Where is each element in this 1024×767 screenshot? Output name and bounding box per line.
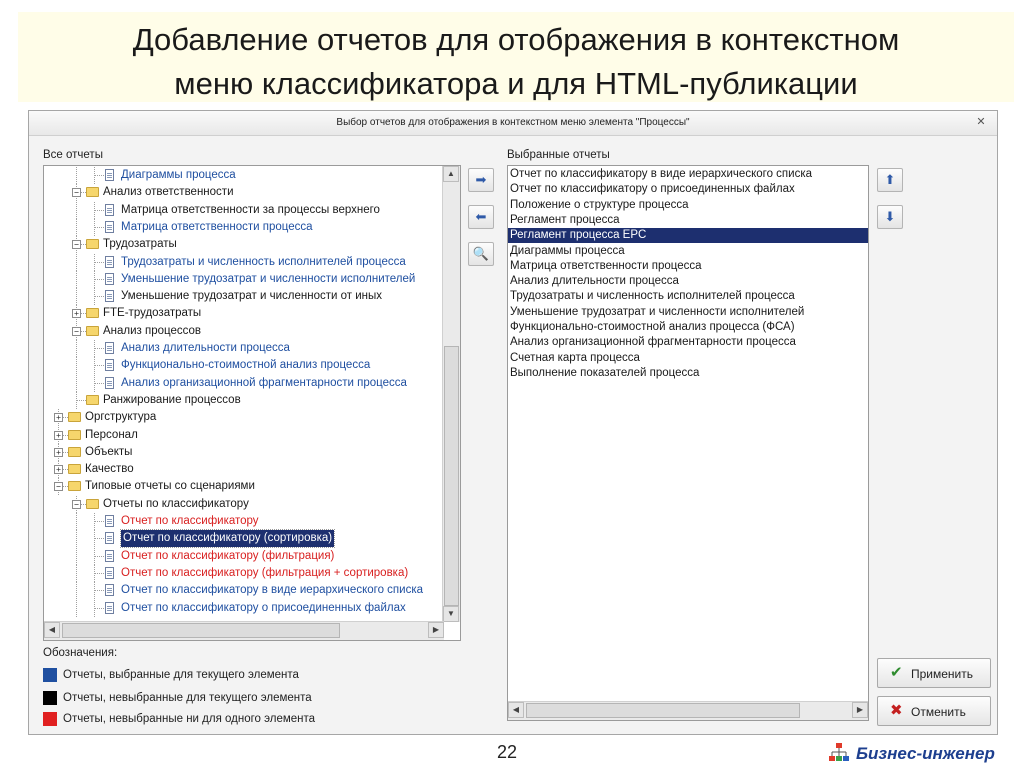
preview-report-button[interactable] (468, 242, 494, 266)
tree-connector (94, 279, 104, 280)
remove-report-button[interactable] (468, 205, 494, 229)
tree-hscroll-thumb[interactable] (62, 623, 340, 638)
tree-scroll-thumb[interactable] (444, 346, 459, 606)
brand-name: Бизнес-инженер (856, 744, 995, 763)
tree-vertical-scrollbar[interactable] (442, 166, 460, 622)
close-icon[interactable]: ✕ (976, 116, 986, 128)
report-icon (105, 290, 114, 302)
report-icon (105, 567, 114, 579)
tree-connector (76, 548, 77, 565)
tree-folder-node[interactable] (44, 236, 460, 253)
tree-folder-node[interactable] (44, 184, 460, 201)
tree-node-label: Отчет по классификатору (сортировка) (121, 530, 334, 547)
slide-title (18, 18, 1014, 106)
tree-connector (94, 608, 104, 609)
selected-report-item[interactable]: Положение о структуре процесса (510, 198, 689, 211)
tree-report-node[interactable] (44, 548, 460, 565)
tree-report-node[interactable] (44, 513, 460, 530)
scroll-right-icon[interactable]: ▶ (428, 622, 444, 638)
tree-connector (94, 538, 104, 539)
legend-label: Обозначения: (43, 647, 118, 659)
tree-node-label: Качество (85, 463, 134, 476)
add-report-button[interactable] (468, 168, 494, 192)
legend-swatch-unselected-current (43, 691, 57, 705)
tree-folder-node[interactable] (44, 323, 460, 340)
tree-folder-node[interactable] (44, 444, 460, 461)
report-icon (105, 256, 114, 268)
tree-connector (94, 573, 104, 574)
report-icon (105, 221, 114, 233)
report-icon (105, 273, 114, 285)
tree-node-label: Анализ ответственности (103, 186, 234, 199)
folder-icon (86, 326, 99, 336)
folder-icon (86, 395, 99, 405)
scroll-up-icon[interactable]: ▲ (443, 166, 459, 182)
tree-connector (76, 392, 77, 409)
tree-node-label: Отчет по классификатору в виде иерархического списка (121, 584, 423, 597)
tree-connector (76, 167, 77, 184)
tree-connector (94, 548, 95, 565)
scroll-left-icon[interactable]: ◀ (44, 622, 60, 638)
tree-node-label: Матрица ответственности процесса (121, 220, 313, 233)
apply-button-label: Применить (911, 667, 974, 681)
tree-report-node[interactable] (44, 219, 460, 236)
tree-node-label: Оргструктура (85, 411, 157, 424)
report-icon (105, 342, 114, 354)
tree-connector (76, 219, 77, 236)
selected-report-item[interactable]: Уменьшение трудозатрат и численности исполнителей (510, 305, 805, 318)
tree-connector (76, 582, 77, 599)
tree-node-label: Ранжирование процессов (103, 393, 241, 406)
tree-node-label: Отчет по классификатору (121, 515, 259, 527)
tree-connector (94, 513, 95, 530)
tree-node-label: Анализ процессов (103, 324, 202, 337)
tree-connector (94, 340, 95, 357)
cross-icon: ✖ (890, 702, 903, 719)
selected-report-item[interactable]: Выполнение показателей процесса (510, 366, 700, 379)
report-icon (105, 377, 114, 389)
tree-folder-node[interactable] (44, 478, 460, 495)
collapse-icon[interactable]: − (72, 188, 81, 197)
tree-connector (76, 513, 77, 530)
tree-connector (94, 590, 104, 591)
selected-reports-label: Выбранные отчеты (507, 149, 610, 161)
tree-connector (94, 175, 104, 176)
legend-text-selected: Отчеты, выбранные для текущего элемента (63, 669, 299, 681)
scroll-right-icon[interactable]: ▶ (852, 702, 868, 718)
tree-connector (76, 271, 77, 288)
expand-icon[interactable]: + (54, 413, 63, 422)
legend-swatch-selected (43, 668, 57, 682)
tree-connector (94, 565, 95, 582)
all-reports-tree[interactable] (43, 165, 461, 641)
tree-connector (76, 375, 77, 392)
move-up-button[interactable] (877, 168, 903, 192)
report-icon (105, 515, 114, 527)
tree-node-label: Отчет по классификатору (фильтрация) (121, 549, 335, 562)
dialog-titlebar (29, 111, 997, 136)
legend-text-unselected-any: Отчеты, невыбранные ни для одного элемента (63, 713, 316, 725)
scroll-left-icon[interactable]: ◀ (508, 702, 524, 718)
tree-report-node[interactable] (44, 167, 460, 184)
brand-logo-icon (828, 742, 850, 764)
legend-swatch-unselected-any (43, 712, 57, 726)
report-icon (105, 532, 114, 544)
tree-connector (94, 296, 104, 297)
tree-connector (94, 582, 95, 599)
arrow-right-icon: ➡ (475, 172, 487, 187)
tree-connector (94, 375, 95, 392)
apply-button[interactable] (877, 658, 991, 688)
tree-node-label: Функционально-стоимостной анализ процесса (121, 359, 371, 372)
tree-folder-node[interactable] (44, 409, 460, 426)
tree-connector (76, 340, 77, 357)
tree-connector (94, 167, 95, 184)
tree-report-node[interactable] (44, 582, 460, 599)
report-icon (105, 584, 114, 596)
tree-connector (94, 556, 104, 557)
tree-connector (76, 202, 77, 219)
folder-icon (86, 308, 99, 318)
slide-title-line-1: Добавление отчетов для отображения в контекстном (132, 22, 900, 57)
collapse-icon[interactable]: − (72, 327, 81, 336)
tree-report-node[interactable] (44, 340, 460, 357)
tree-connector (94, 348, 104, 349)
tree-connector (94, 210, 104, 211)
legend-text-unselected-current: Отчеты, невыбранные для текущего элемента (63, 692, 312, 704)
tree-connector (76, 600, 77, 617)
tree-node-label: Уменьшение трудозатрат и численности исполнителей (121, 272, 416, 285)
selected-report-item[interactable]: Трудозатраты и численность исполнителей процесса (510, 290, 795, 303)
tree-node-label: Объекты (85, 445, 133, 458)
tree-node-label: Анализ организационной фрагментарности процесса (121, 376, 407, 389)
expand-icon[interactable]: + (54, 431, 63, 440)
tree-connector (76, 357, 77, 374)
tree-report-node[interactable] (44, 288, 460, 305)
tree-connector (76, 565, 77, 582)
tree-node-label: Типовые отчеты со сценариями (85, 480, 255, 493)
tree-connector (94, 357, 95, 374)
report-icon (105, 204, 114, 216)
tree-node-label: Матрица ответственности за процессы верхнего (121, 203, 380, 216)
folder-icon (68, 481, 81, 491)
tree-report-node[interactable] (44, 202, 460, 219)
tree-report-node[interactable] (44, 530, 460, 547)
tree-connector (94, 530, 95, 547)
expand-icon[interactable]: + (54, 465, 63, 474)
tree-connector (94, 271, 95, 288)
report-icon (105, 602, 114, 614)
report-icon (105, 550, 114, 562)
selected-report-item[interactable]: Регламент процесса EPC (508, 228, 868, 243)
tree-node-label: Диаграммы процесса (121, 169, 236, 181)
list-hscroll-thumb[interactable] (526, 703, 800, 718)
all-reports-label: Все отчеты (43, 149, 103, 161)
preview-icon: 🔍 (472, 246, 490, 261)
tree-folder-node[interactable] (44, 427, 460, 444)
checkmark-icon: ✔ (890, 664, 903, 681)
tree-node-label: Трудозатраты и численность исполнителей процесса (121, 255, 406, 268)
tree-connector (94, 254, 95, 271)
tree-connector (94, 227, 104, 228)
report-icon (105, 169, 114, 181)
tree-connector (76, 400, 86, 401)
selected-report-item[interactable]: Счетная карта процесса (510, 351, 640, 364)
tree-report-node[interactable] (44, 357, 460, 374)
tree-node-label: Анализ длительности процесса (121, 342, 290, 354)
tree-connector (94, 600, 95, 617)
list-horizontal-scrollbar[interactable] (508, 701, 868, 720)
arrow-up-icon: ⬆ (884, 172, 896, 187)
tree-connector (76, 288, 77, 305)
expand-icon[interactable]: + (54, 448, 63, 457)
tree-connector (94, 262, 104, 263)
tree-connector (94, 521, 104, 522)
tree-connector (94, 219, 95, 236)
report-selection-dialog (28, 110, 998, 735)
folder-icon (68, 412, 81, 422)
dialog-title: Выбор отчетов для отображения в контекстном меню элемента "Процессы" (336, 117, 690, 128)
report-icon (105, 359, 114, 371)
tree-node-label: Отчет по классификатору о присоединенных файлах (121, 601, 406, 614)
arrow-down-icon: ⬇ (884, 209, 896, 224)
selected-report-item[interactable]: Регламент процесса (510, 213, 620, 226)
tree-node-label: Отчет по классификатору (фильтрация + сортировка) (121, 566, 409, 579)
tree-report-node[interactable] (44, 565, 460, 582)
collapse-icon[interactable]: − (54, 482, 63, 491)
selected-report-item[interactable]: Отчет по классификатору о присоединенных файлах (510, 183, 795, 196)
tree-report-node[interactable] (44, 254, 460, 271)
selected-report-item[interactable]: Отчет по классификатору в виде иерархического списка (510, 168, 812, 180)
selected-report-item[interactable]: Анализ длительности процесса (510, 275, 679, 288)
selected-report-item[interactable]: Анализ организационной фрагментарности процесса (510, 336, 796, 349)
tree-connector (76, 530, 77, 547)
tree-report-node[interactable] (44, 600, 460, 617)
collapse-icon[interactable]: − (72, 240, 81, 249)
selected-report-item[interactable]: Матрица ответственности процесса (510, 259, 702, 272)
tree-connector (76, 254, 77, 271)
tree-folder-node[interactable] (44, 305, 460, 322)
slide-title-line-2: меню классификатора и для HTML-публикации (174, 66, 858, 101)
tree-node-label: Отчеты по классификатору (103, 497, 249, 510)
selected-reports-list[interactable] (507, 165, 869, 721)
tree-connector (94, 365, 104, 366)
tree-connector (94, 288, 95, 305)
tree-node-label: FTE-трудозатраты (103, 307, 202, 320)
cancel-button[interactable] (877, 696, 991, 726)
arrow-left-icon: ⬅ (475, 209, 487, 224)
cancel-button-label: Отменить (911, 705, 966, 719)
tree-node-label: Трудозатраты (103, 238, 177, 251)
folder-icon (68, 447, 81, 457)
folder-icon (86, 187, 99, 197)
tree-node-label: Персонал (85, 428, 138, 441)
tree-horizontal-scrollbar[interactable] (44, 621, 444, 640)
tree-report-node[interactable] (44, 271, 460, 288)
tree-folder-node[interactable] (44, 392, 460, 409)
collapse-icon[interactable]: − (72, 500, 81, 509)
tree-report-node[interactable] (44, 375, 460, 392)
scroll-down-icon[interactable]: ▼ (443, 606, 459, 622)
selected-report-item[interactable]: Диаграммы процесса (510, 244, 625, 257)
folder-icon (68, 430, 81, 440)
folder-icon (68, 464, 81, 474)
folder-icon (86, 499, 99, 509)
selected-report-item[interactable]: Функционально-стоимостной анализ процесса (ФСА) (510, 321, 795, 333)
tree-node-label: Уменьшение трудозатрат и численности от иных (121, 290, 383, 303)
tree-connector (94, 383, 104, 384)
folder-icon (86, 239, 99, 249)
tree-connector (94, 202, 95, 219)
tree-folder-node[interactable] (44, 496, 460, 513)
page-number: 22 (497, 742, 518, 762)
tree-folder-node[interactable] (44, 461, 460, 478)
move-down-button[interactable] (877, 205, 903, 229)
expand-icon[interactable]: + (72, 309, 81, 318)
